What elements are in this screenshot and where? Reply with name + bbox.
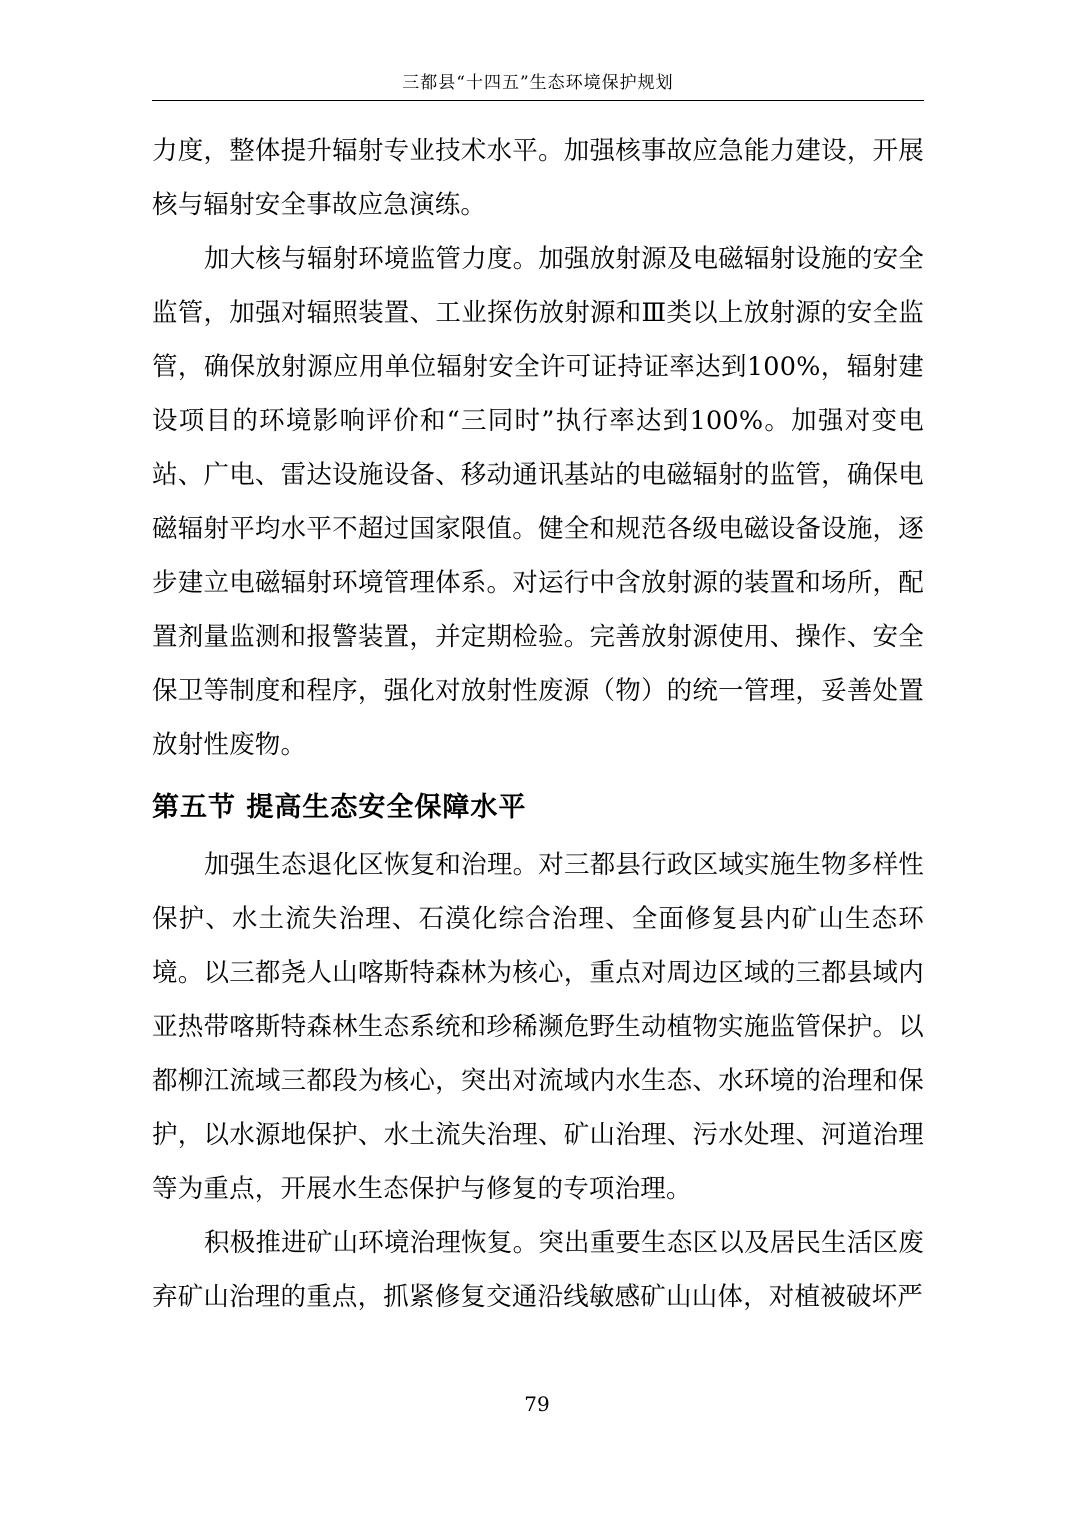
page-content [152, 124, 924, 1324]
paragraph-mine-restoration: 积极推进矿山环境治理恢复。突出重要生态区以及居民生活区废弃矿山治理的重点，抓紧修复交通沿线敏感矿山山体，对植被破坏严 [152, 1228, 924, 1312]
page-number: 79 [524, 1392, 550, 1416]
paragraph-eco-restoration: 加强生态退化区恢复和治理。对三都县行政区域实施生物多样性保护、水土流失治理、石漠化综合治理、全面修复县内矿山生态环境。以三都尧人山喀斯特森林为核心，重点对周边区域的三都县域内亚热带喀斯特森林生态系统和珍稀濒危野生动植物实施监管保护。以都柳江流域三都段为核心，突出对流域内水生态、水环境的治理和保护，以水源地保护、水土流失治理、矿山治理、污水处理、河道治理等为重点，开展水生态保护与修复的专项治理。 [152, 850, 924, 1204]
paragraph-radiation-capacity: 力度，整体提升辐射专业技术水平。加强核事故应急能力建设，开展核与辐射安全事故应急演练。 [152, 136, 924, 220]
header-divider [152, 100, 924, 101]
section-heading: 第五节 提高生态安全保障水平 [152, 792, 527, 823]
paragraph-radiation-supervision: 加大核与辐射环境监管力度。加强放射源及电磁辐射设施的安全监管，加强对辐照装置、工业探伤放射源和Ⅲ类以上放射源的安全监管，确保放射源应用单位辐射安全许可证持证率达到100%，辐射建设项目的环境影响评价和“三同时”执行率达到100%。加强对变电站、广电、雷达设施设备、移动通讯基站的电磁辐射的监管，确保电磁辐射平均水平不超过国家限值。健全和规范各级电磁设备设施，逐步建立电磁辐射环境管理体系。对运行中含放射源的装置和场所，配置剂量监测和报警装置，并定期检验。完善放射源使用、操作、安全保卫等制度和程序，强化对放射性废源（物）的统一管理，妥善处置放射性废物。 [152, 244, 924, 760]
page-header: 三都县“十四五”生态环境保护规划 [402, 73, 674, 93]
